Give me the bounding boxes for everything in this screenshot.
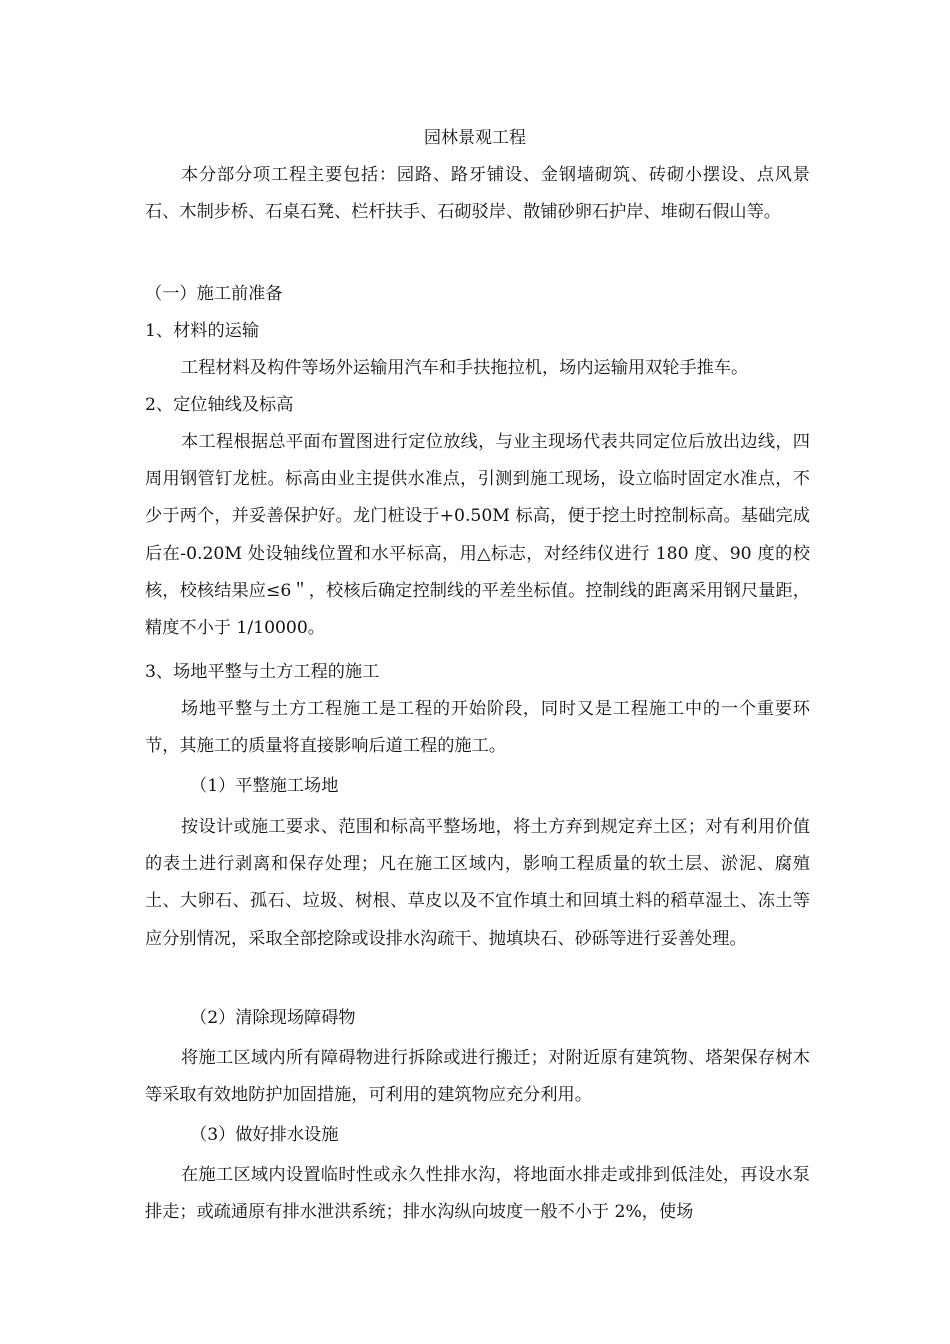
sub-heading-clear-obstacles: （2）清除现场障碍物 — [190, 1008, 356, 1028]
sub-heading-level-site: （1）平整施工场地 — [190, 776, 339, 796]
item-heading-material-transport: 1、材料的运输 — [145, 321, 260, 341]
sub-heading-drainage: （3）做好排水设施 — [190, 1125, 339, 1145]
item-heading-axis-elevation: 2、定位轴线及标高 — [145, 395, 294, 415]
intro-paragraph: 本分部分项工程主要包括：园路、路牙铺设、金钢墙砌筑、砖砌小摆设、点风景石、木制步桥、石桌石凳、栏杆扶手、石砌驳岸、散铺砂卵石护岸、堆砌石假山等。 — [145, 165, 810, 223]
section-heading-preparation: （一）施工前准备 — [145, 284, 283, 304]
document-title: 园林景观工程 — [424, 128, 526, 148]
item-heading-site-earthwork: 3、场地平整与土方工程的施工 — [145, 662, 380, 682]
item-body-axis-elevation: 本工程根据总平面布置图进行定位放线，与业主现场代表共同定位后放出边线，四周用钢管钉龙桩。标高由业主提供水准点，引测到施工现场，设立临时固定水准点，不少于两个，并妥善保护好。龙门桩设于+0.50M 标高，便于挖土时控制标高。基础完成后在-0.20M 处设轴线位置和水平标高，用△标志，对经纬仪进行 180 度、90 度的校核，校核结果应≤6＂，校核后确定控制线的平差坐标值。控制线的距离采用钢尺量距，精度不小于 1/10000。 — [145, 432, 810, 639]
item-body-material-transport: 工程材料及构件等场外运输用汽车和手扶拖拉机，场内运输用双轮手推车。 — [181, 358, 749, 378]
sub-body-drainage: 在施工区域内设置临时性或永久性排水沟，将地面水排走或排到低洼处，再设水泵排走；或疏通原有排水泄洪系统；排水沟纵向坡度一般不小于 2%，使场 — [145, 1165, 810, 1223]
item-body-site-earthwork: 场地平整与土方工程施工是工程的开始阶段，同时又是工程施工中的一个重要环节，其施工的质量将直接影响后道工程的施工。 — [145, 699, 810, 757]
sub-body-level-site: 按设计或施工要求、范围和标高平整场地，将土方弃到规定弃土区；对有利用价值的表土进行剥离和保存处理；凡在施工区域内，影响工程质量的软土层、淤泥、腐殖土、大卵石、孤石、垃圾、树根、草皮以及不宜作填土和回填土料的稻草湿土、冻土等应分别情况，采取全部挖除或设排水沟疏干、抛填块石、砂砾等进行妥善处理。 — [145, 817, 810, 949]
sub-body-clear-obstacles: 将施工区域内所有障碍物进行拆除或进行搬迁；对附近原有建筑物、塔架保存树木等采取有效地防护加固措施，可利用的建筑物应充分利用。 — [145, 1048, 810, 1106]
